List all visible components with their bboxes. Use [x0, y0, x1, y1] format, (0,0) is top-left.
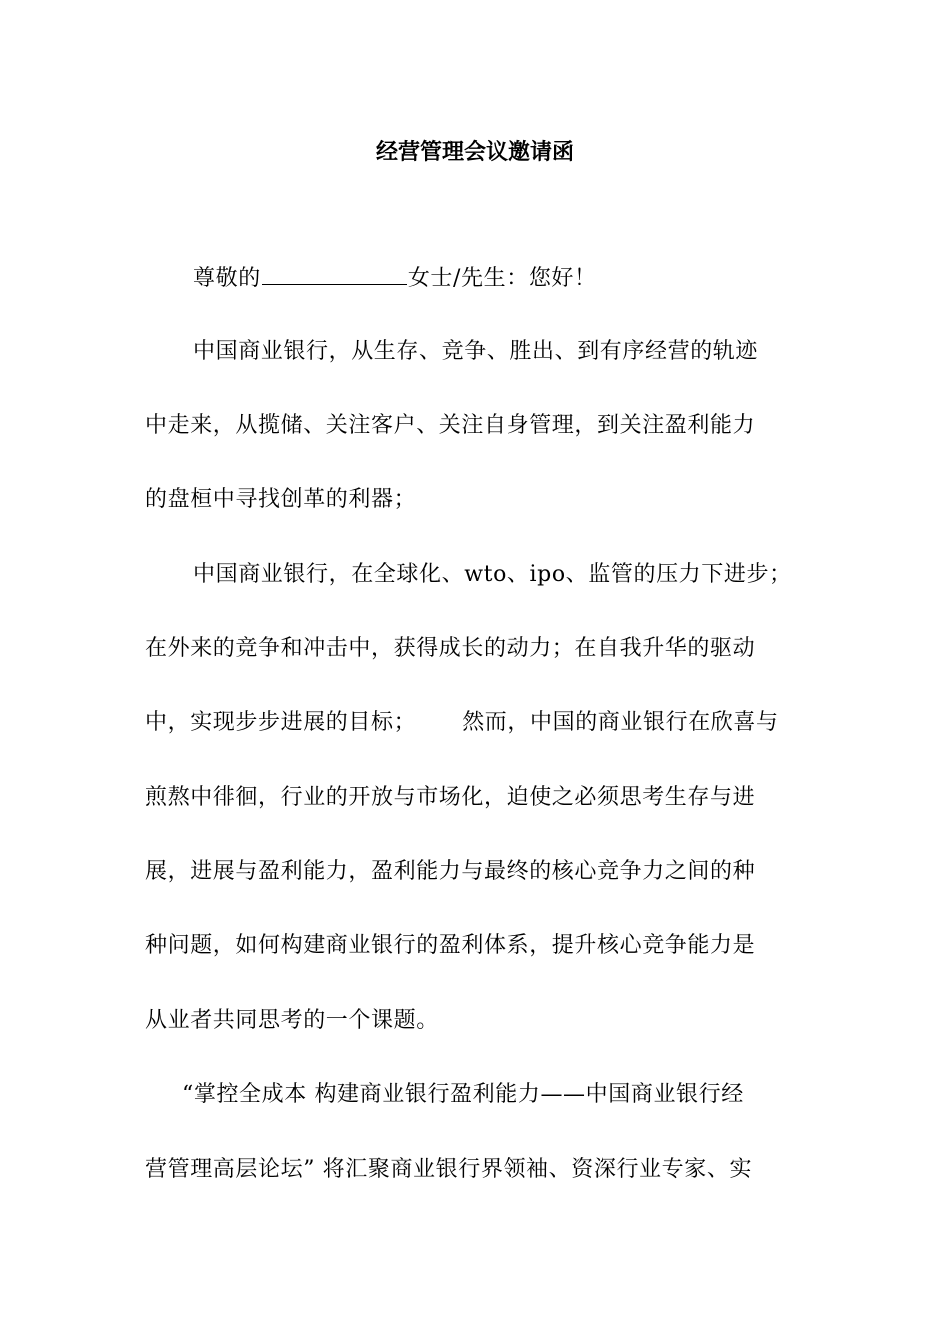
name-blank-underline — [262, 262, 407, 285]
paragraph-line: 中走来，从揽储、关注客户、关注自身管理，到关注盈利能力 — [145, 413, 756, 438]
paragraph-line: 的盘桓中寻找创革的利器； — [145, 487, 417, 512]
paragraph-line: 从业者共同思考的一个课题。 — [145, 1008, 439, 1033]
paragraph-line: 煎熬中徘徊，行业的开放与市场化，迫使之必须思考生存与进 — [145, 785, 756, 810]
paragraph-line — [145, 708, 779, 738]
paragraph-segment: 然而，中国的商业银行在欣喜与 — [462, 710, 779, 735]
salutation-line — [193, 262, 597, 294]
document-title: 经营管理会议邀请函 — [375, 140, 574, 165]
paragraph-line: 营管理高层论坛” 将汇聚商业银行界领袖、资深行业专家、实 — [145, 1157, 753, 1182]
salutation-suffix: 女士/先生：您好！ — [407, 266, 597, 291]
salutation-prefix: 尊敬的 — [193, 266, 261, 291]
paragraph-segment: 中，实现步步进展的目标； — [145, 710, 417, 735]
paragraph-line: 种问题，如何构建商业银行的盈利体系，提升核心竞争能力是 — [145, 933, 756, 958]
paragraph-line: 中国商业银行，从生存、竞争、胜出、到有序经营的轨迹 — [193, 339, 759, 364]
paragraph-line: 中国商业银行，在全球化、wto、ipo、监管的压力下进步； — [193, 562, 792, 587]
paragraph-line: 展，进展与盈利能力，盈利能力与最终的核心竞争力之间的种 — [145, 859, 756, 884]
paragraph-line: 在外来的竞争和冲击中，获得成长的动力；在自我升华的驱动 — [145, 636, 756, 661]
paragraph-line: “掌控全成本 构建商业银行盈利能力——中国商业银行经 — [182, 1082, 744, 1107]
